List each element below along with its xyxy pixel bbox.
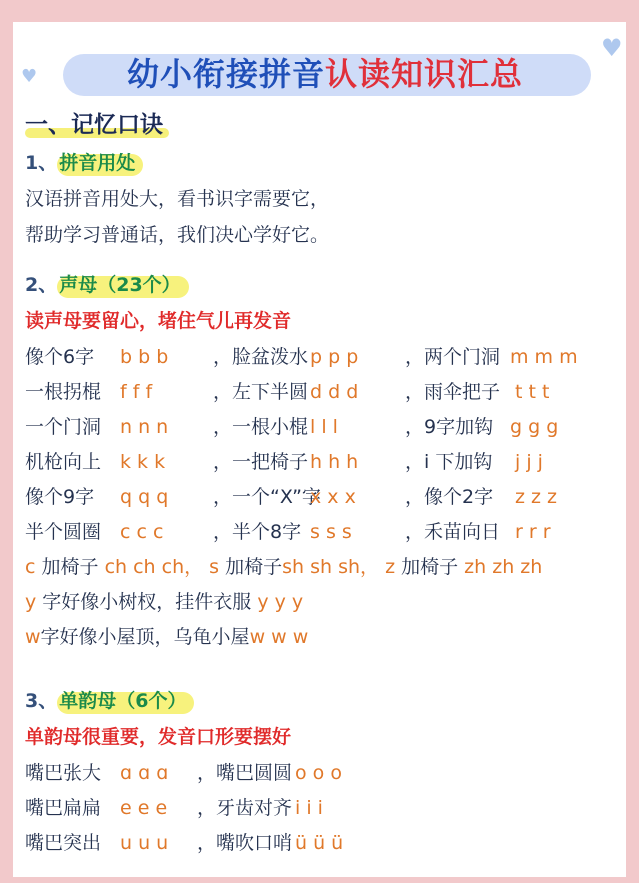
rhyme-text: 嘴巴扁扁 [25,797,102,819]
rhyme-text: 机枪向上 [25,451,102,473]
pinyin-letters: s [209,556,220,578]
pinyin-letters: s s s [310,521,352,543]
pinyin-letters: i i i [295,797,323,819]
pinyin-letters: d d d [310,381,359,403]
pinyin-letters: k k k [120,451,166,473]
subheading-initials [25,268,189,302]
initials-row [25,585,303,619]
heart-icon: ♥ [21,66,38,87]
pinyin-letters: sh sh sh， [282,556,380,578]
pinyin-letters: ɑ ɑ ɑ [120,762,169,784]
pinyin-letters: w w w [249,626,309,648]
pinyin-letters: p p p [310,346,359,368]
rhyme-text: ，一个“X”字 [213,486,321,508]
initials-row [25,480,615,514]
rhyme-text: ，i 下加钩 [405,451,493,473]
rhyme-text: 加椅子 [401,556,459,578]
usage-line-2: 帮助学习普通话，我们决心学好它。 [25,224,330,246]
section-heading-1 [25,108,169,142]
subheading-number: 1、 [25,152,58,174]
rhyme-text: ，一根小棍 [213,416,309,438]
pinyin-letters: r r r [515,521,551,543]
rhyme-text: 像个6字 [25,346,95,368]
rhyme-text: ，禾苗向日 [405,521,501,543]
rhyme-text: ，9字加钩 [405,416,494,438]
subheading-label: 声母（23个） [59,274,181,296]
pinyin-letters: z z z [515,486,557,508]
pinyin-letters: c c c [120,521,164,543]
pinyin-letters: z [385,556,396,578]
rhyme-text: ，左下半圆 [213,381,309,403]
pinyin-letters: t t t [515,381,550,403]
title-part-2: 认读知识汇总 [325,55,524,93]
rhyme-text: 像个9字 [25,486,95,508]
initials-row [25,410,615,444]
pinyin-letters: u u u [120,832,169,854]
pinyin-letters: w [25,626,41,648]
usage-line-1: 汉语拼音用处大，看书识字需要它， [25,188,330,210]
rhyme-text: ，嘴巴圆圆 [197,762,293,784]
initials-row [25,620,308,654]
rhyme-text: 半个圆圈 [25,521,102,543]
initials-row [25,550,615,584]
pinyin-letters: j j j [515,451,543,473]
rhyme-text: 嘴巴突出 [25,832,102,854]
rhyme-text: ，半个8字 [213,521,302,543]
pinyin-letters: g g g [510,416,559,438]
page-title [55,50,595,98]
rhyme-text: ，牙齿对齐 [197,797,293,819]
pinyin-letters: l l l [310,416,338,438]
pinyin-letters: b b b [120,346,169,368]
pinyin-letters: q q q [120,486,169,508]
finals-tip: 单韵母很重要，发音口形要摆好 [25,726,292,748]
rhyme-text: ，雨伞把子 [405,381,501,403]
rhyme-text: 加椅子 [41,556,99,578]
pinyin-letters: m m m [510,346,578,368]
initials-tip: 读声母要留心，堵住气儿再发音 [25,310,292,332]
pinyin-letters: e e e [120,797,168,819]
subheading-usage [25,146,143,180]
rhyme-text: 加椅子 [225,556,283,578]
subheading-label: 单韵母（6个） [59,690,187,712]
subheading-number: 2、 [25,274,58,296]
subheading-label: 拼音用处 [59,152,136,174]
pinyin-letters: n n n [120,416,169,438]
rhyme-text: 字好像小树杈，挂件衣服 [42,591,252,613]
title-part-1: 幼小衔接拼音 [126,55,325,93]
rhyme-text: ，一把椅子 [213,451,309,473]
initials-row [25,375,615,409]
rhyme-text: 嘴巴张大 [25,762,102,784]
rhyme-text: ，嘴吹口哨 [197,832,293,854]
rhyme-text: 一个门洞 [25,416,102,438]
worksheet-page [13,22,626,877]
pinyin-letters: y y y [257,591,304,613]
pinyin-letters: y [25,591,37,613]
pinyin-letters: f f f [120,381,153,403]
pinyin-letters: o o o [295,762,342,784]
finals-row [25,791,425,825]
finals-row [25,826,425,860]
rhyme-text: 字好像小屋顶，乌龟小屋 [40,626,250,648]
rhyme-text: ，像个2字 [405,486,494,508]
rhyme-text: ，两个门洞 [405,346,501,368]
initials-row [25,340,615,374]
initials-row [25,445,615,479]
subheading-finals [25,684,194,718]
rhyme-text: 一根拐棍 [25,381,102,403]
pinyin-letters: zh zh zh [464,556,543,578]
pinyin-letters: c [25,556,36,578]
finals-row [25,756,425,790]
pinyin-letters: ü ü ü [295,832,344,854]
pinyin-letters: h h h [310,451,359,473]
initials-row [25,515,615,549]
pinyin-letters: ch ch ch， [104,556,204,578]
title-banner [55,48,595,100]
rhyme-text: ，脸盆泼水 [213,346,309,368]
heart-icon: ♥ [601,34,623,62]
subheading-number: 3、 [25,690,58,712]
section-heading-text: 一、记忆口诀 [25,112,163,138]
pinyin-letters: x x x [310,486,356,508]
